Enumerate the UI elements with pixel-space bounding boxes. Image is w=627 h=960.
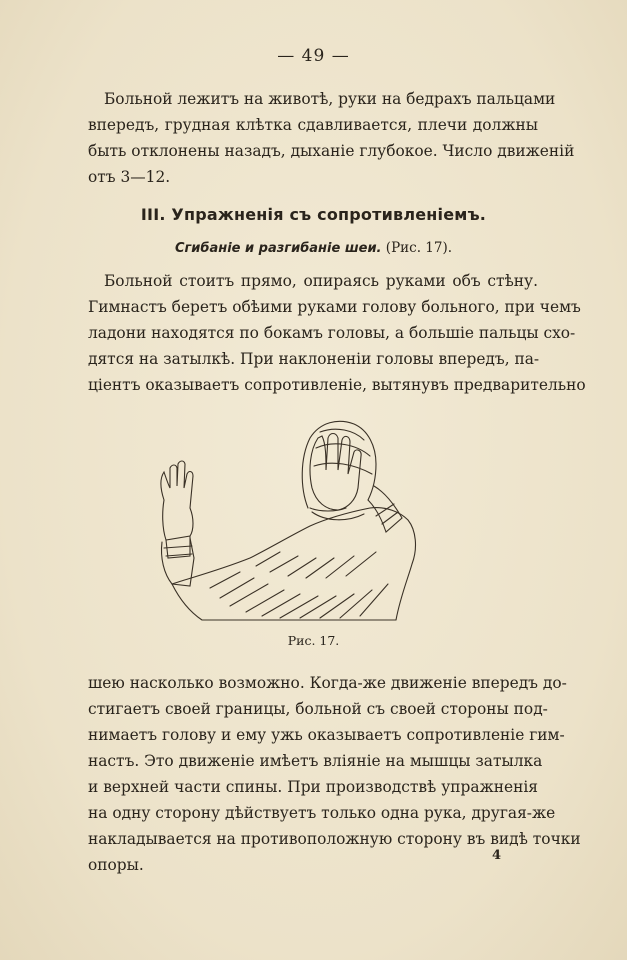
text-line: Больной стоитъ прямо, опираясь руками объ стѣну. <box>104 272 538 290</box>
printer-signature-mark: 4 <box>492 848 502 863</box>
text-line: накладывается на противоположную сторону въ видѣ точки <box>88 830 581 848</box>
text-line: отъ 3—12. <box>88 168 171 186</box>
text-line: опоры. <box>88 856 144 874</box>
text-line: стигаетъ своей границы, больной съ своей стороны под- <box>88 700 548 718</box>
section-heading: III. Упражненія съ сопротивленіемъ. <box>140 205 487 224</box>
engraving-neck-exercise <box>150 408 432 630</box>
sub-heading <box>0 240 627 256</box>
sub-heading-figure-ref: (Рис. 17). <box>385 240 453 256</box>
page-number: — 49 — <box>277 46 350 66</box>
figure-caption: Рис. 17. <box>287 633 340 648</box>
text-line: ціентъ оказываетъ сопротивленіе, вытянувъ предварительно <box>88 376 586 394</box>
text-line: Гимнастъ беретъ обѣими руками голову больного, при чемъ <box>88 298 581 316</box>
text-line: и верхней части спины. При производствѣ упражненія <box>88 778 538 796</box>
text-line: Больной лежитъ на животѣ, руки на бедрахъ пальцами <box>104 90 556 108</box>
text-line: впередъ, грудная клѣтка сдавливается, плечи должны <box>88 116 538 134</box>
text-line: ладони находятся по бокамъ головы, а большіе пальцы схо- <box>88 324 576 342</box>
paragraph-2 <box>88 268 586 398</box>
paragraph-1 <box>88 86 575 190</box>
text-line: на одну сторону дѣйствуетъ только одна рука, другая-же <box>88 804 556 822</box>
figure-illustration <box>150 408 432 630</box>
text-line: дятся на затылкѣ. При наклоненіи головы впередъ, па- <box>88 350 540 368</box>
sub-heading-title: Сгибаніе и разгибаніе шеи. <box>174 241 382 256</box>
text-line: шею насколько возможно. Когда-же движеніе впередъ до- <box>88 674 567 692</box>
text-line: нимаетъ голову и ему ужь оказываетъ сопротивленіе гим- <box>88 726 565 744</box>
text-line: быть отклонены назадъ, дыханіе глубокое. Число движеній <box>88 142 575 160</box>
paragraph-3 <box>88 670 581 878</box>
text-line: настъ. Это движеніе имѣетъ вліяніе на мышцы затылка <box>88 752 543 770</box>
